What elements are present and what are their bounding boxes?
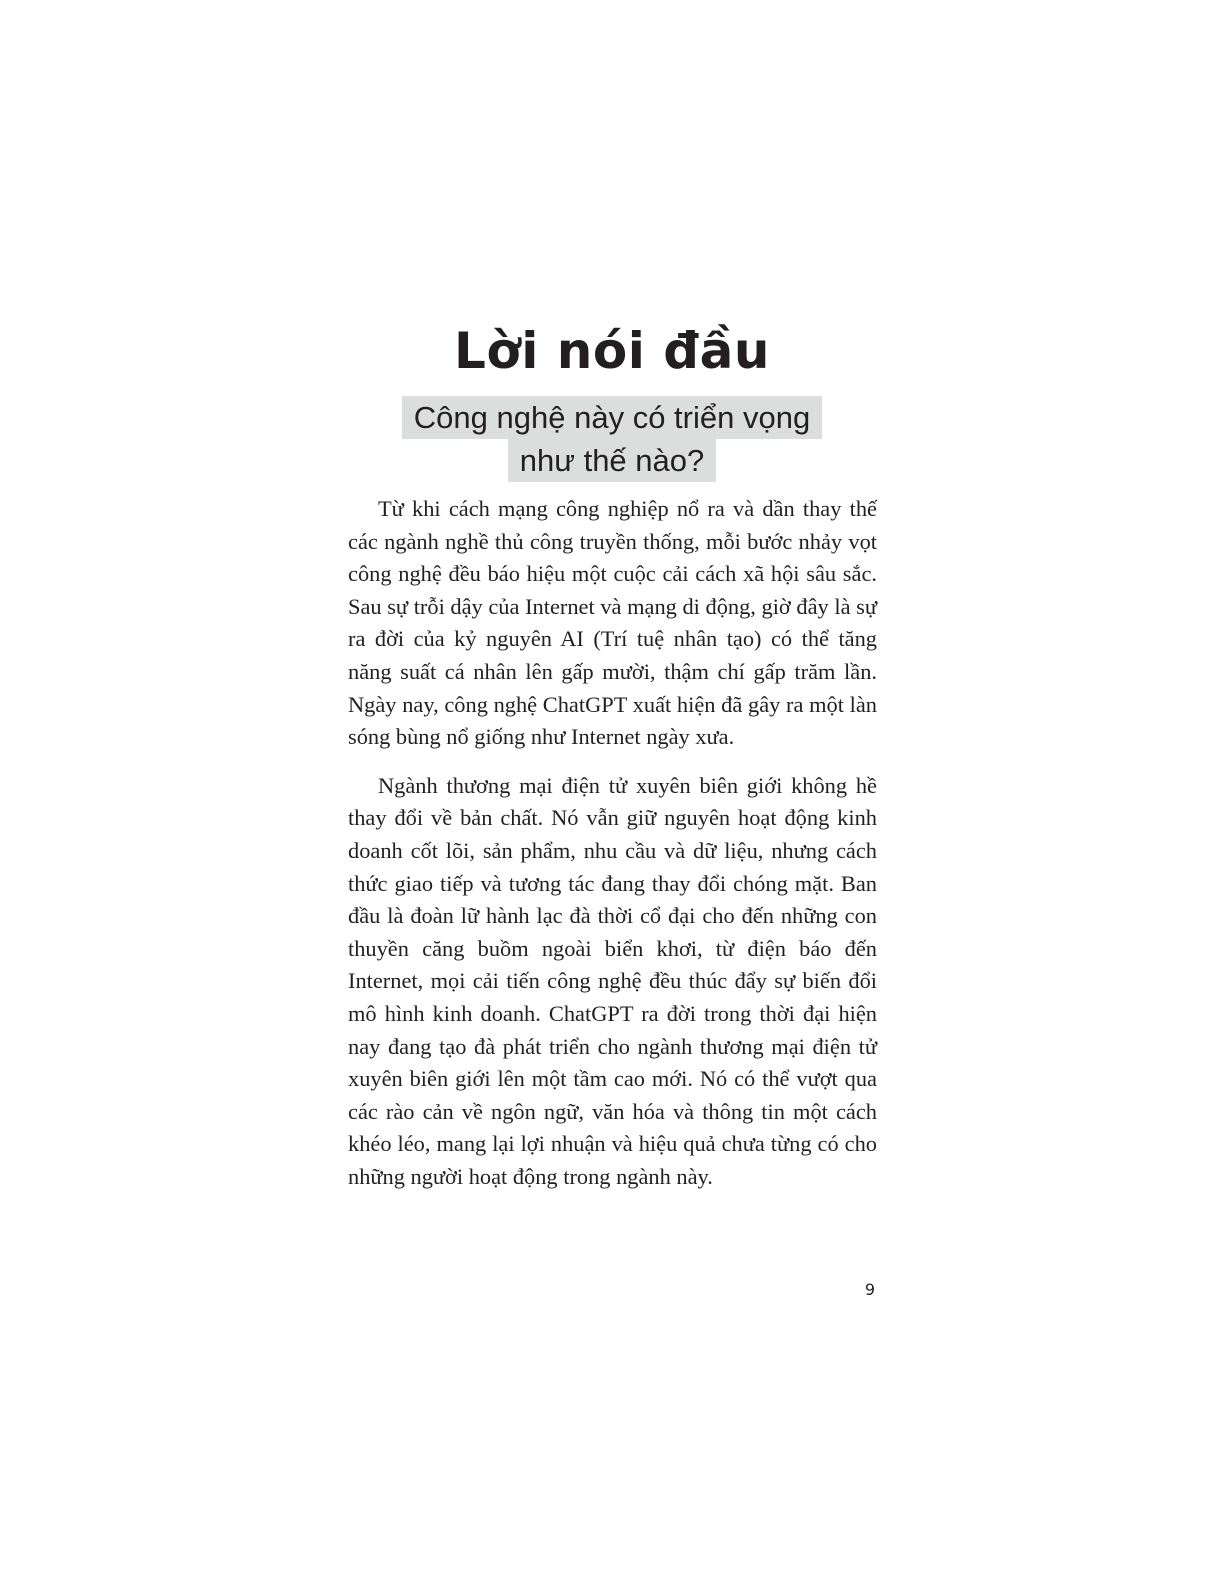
subtitle-line-1: Công nghệ này có triển vọng: [402, 396, 822, 439]
subtitle-line-2: như thế nào?: [508, 439, 717, 482]
paragraph-2: Ngành thương mại điện tử xuyên biên giới không hề thay đổi về bản chất. Nó vẫn giữ nguyên hoạt động kinh doanh cốt lõi, sản phẩm, nhu cầu và dữ liệu, nhưng cách thức giao tiếp và tương tác đang thay đổi chóng mặt. Ban đầu là đoàn lữ hành lạc đà thời cổ đại cho đến những con thuyền căng buồm ngoài biển khơi, từ điện báo đến Internet, mọi cải tiến công nghệ đều thúc đẩy sự biến đổi mô hình kinh doanh. ChatGPT ra đời trong thời đại hiện nay đang tạo đà phát triển cho ngành thương mại điện tử xuyên biên giới lên một tầm cao mới. Nó có thể vượt qua các rào cản về ngôn ngữ, văn hóa và thông tin một cách khéo léo, mang lại lợi nhuận và hiệu quả chưa từng có cho những người hoạt động trong ngành này.: [348, 772, 877, 1189]
page-title: Lời nói đầu: [454, 322, 770, 380]
page-number: 9: [864, 1280, 876, 1299]
paragraph-1: Từ khi cách mạng công nghiệp nổ ra và dần thay thế các ngành nghề thủ công truyền thống, mỗi bước nhảy vọt công nghệ đều báo hiệu một cuộc cải cách xã hội sâu sắc. Sau sự trỗi dậy của Internet và mạng di động, giờ đây là sự ra đời của kỷ nguyên AI (Trí tuệ nhân tạo) có thể tăng năng suất cá nhân lên gấp mười, thậm chí gấp trăm lần. Ngày nay, công nghệ ChatGPT xuất hiện đã gây ra một làn sóng bùng nổ giống như Internet ngày xưa.: [348, 496, 877, 750]
subtitle: [0, 396, 1224, 482]
body-text: [348, 493, 877, 1209]
